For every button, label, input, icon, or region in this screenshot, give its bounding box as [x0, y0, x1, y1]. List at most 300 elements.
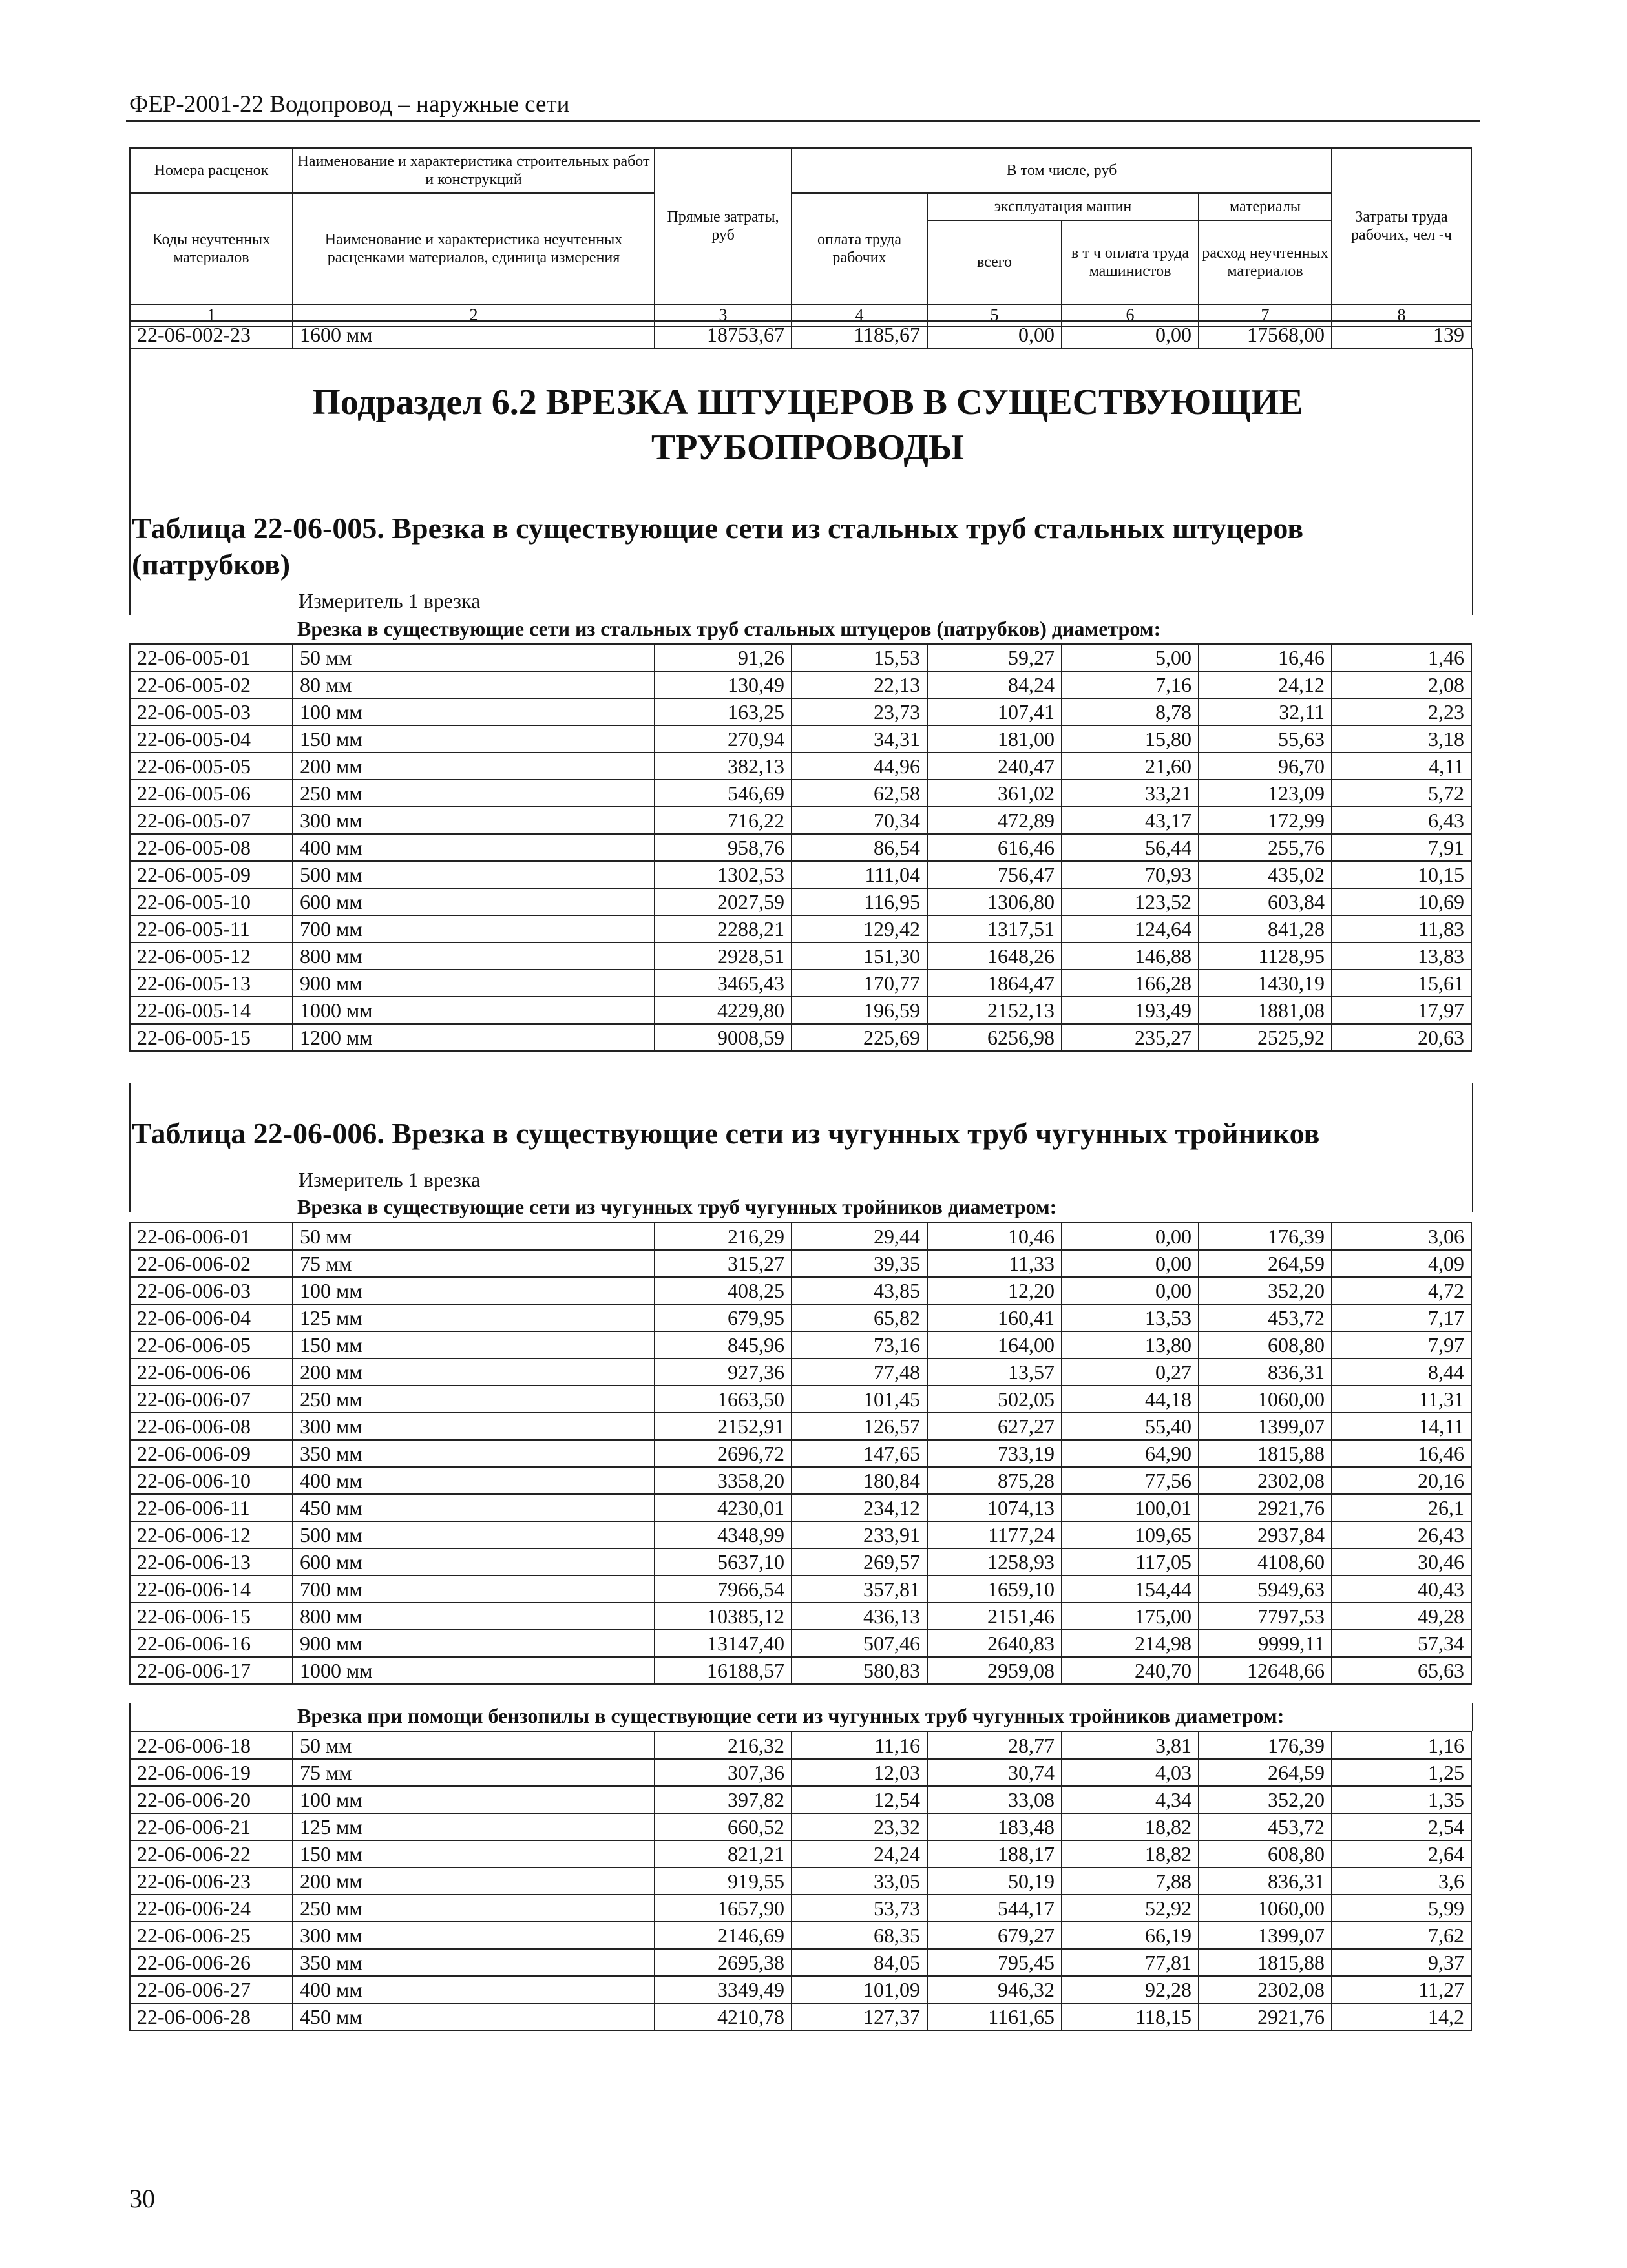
rate-code-cell: 22-06-005-05 [130, 753, 293, 780]
value-cell: 9999,11 [1199, 1630, 1332, 1657]
value-cell: 29,44 [792, 1223, 927, 1250]
value-cell: 170,77 [792, 970, 927, 997]
value-cell: 3349,49 [655, 1976, 792, 2003]
column-number: 5 [927, 304, 1062, 326]
value-cell: 0,00 [1062, 1277, 1199, 1304]
value-cell: 616,46 [927, 834, 1062, 861]
value-cell: 679,95 [655, 1304, 792, 1331]
value-cell: 1306,80 [927, 888, 1062, 915]
value-cell: 151,30 [792, 942, 927, 970]
value-cell: 1060,00 [1199, 1386, 1332, 1413]
table-006-group-heading-2: Врезка при помощи бензопилы в существующие сети из чугунных труб чугунных тройников диаметром: [297, 1704, 1285, 1727]
value-cell: 91,26 [655, 644, 792, 671]
rate-code-cell: 22-06-006-08 [130, 1413, 293, 1440]
value-cell: 1,35 [1332, 1786, 1471, 1813]
value-cell: 235,27 [1062, 1024, 1199, 1051]
page-header: ФЕР-2001-22 Водопровод – наружные сети [129, 91, 570, 118]
value-cell: 756,47 [927, 861, 1062, 888]
value-cell: 2288,21 [655, 915, 792, 942]
page-number: 30 [129, 2184, 155, 2213]
table-005-unit: Измеритель 1 врезка [299, 589, 481, 612]
value-cell: 101,09 [792, 1976, 927, 2003]
table-row [130, 1630, 1471, 1657]
value-cell: 1,25 [1332, 1759, 1471, 1786]
diameter-cell: 250 мм [293, 1386, 655, 1413]
value-cell: 84,24 [927, 671, 1062, 698]
value-cell: 70,34 [792, 807, 927, 834]
rate-code-cell: 22-06-006-06 [130, 1358, 293, 1386]
value-cell: 22,13 [792, 671, 927, 698]
value-cell: 11,16 [792, 1732, 927, 1759]
value-cell: 33,08 [927, 1786, 1062, 1813]
value-cell: 49,28 [1332, 1603, 1471, 1630]
diameter-cell: 300 мм [293, 807, 655, 834]
value-cell: 7,97 [1332, 1331, 1471, 1358]
value-cell: 101,45 [792, 1386, 927, 1413]
value-cell: 56,44 [1062, 834, 1199, 861]
value-cell: 43,85 [792, 1277, 927, 1304]
value-cell: 821,21 [655, 1840, 792, 1867]
value-cell: 255,76 [1199, 834, 1332, 861]
diameter-cell: 900 мм [293, 1630, 655, 1657]
rate-code-cell: 22-06-006-25 [130, 1922, 293, 1949]
table-row [130, 1331, 1471, 1358]
table-row [130, 1603, 1471, 1630]
value-cell: 43,17 [1062, 807, 1199, 834]
rate-code-cell: 22-06-006-02 [130, 1250, 293, 1277]
rate-code-cell: 22-06-006-28 [130, 2003, 293, 2030]
table-row [130, 1304, 1471, 1331]
value-cell: 357,81 [792, 1576, 927, 1603]
value-cell: 875,28 [927, 1467, 1062, 1494]
value-cell: 4229,80 [655, 997, 792, 1024]
value-cell: 65,63 [1332, 1657, 1471, 1684]
value-cell: 2146,69 [655, 1922, 792, 1949]
value-cell: 1659,10 [927, 1576, 1062, 1603]
table-row [130, 997, 1471, 1024]
value-cell: 2921,76 [1199, 2003, 1332, 2030]
rate-code-cell: 22-06-006-12 [130, 1521, 293, 1548]
value-cell: 32,11 [1199, 698, 1332, 725]
value-cell: 2928,51 [655, 942, 792, 970]
rate-code-cell: 22-06-006-01 [130, 1223, 293, 1250]
value-cell: 111,04 [792, 861, 927, 888]
value-cell: 65,82 [792, 1304, 927, 1331]
value-cell: 24,12 [1199, 671, 1332, 698]
value-cell: 1128,95 [1199, 942, 1332, 970]
value-cell: 608,80 [1199, 1331, 1332, 1358]
value-cell: 59,27 [927, 644, 1062, 671]
table-row [130, 1813, 1471, 1840]
value-cell: 845,96 [655, 1331, 792, 1358]
value-cell: 77,48 [792, 1358, 927, 1386]
diameter-cell: 1200 мм [293, 1024, 655, 1051]
value-cell: 13147,40 [655, 1630, 792, 1657]
value-cell: 1864,47 [927, 970, 1062, 997]
column-number: 2 [293, 304, 655, 326]
value-cell: 181,00 [927, 725, 1062, 753]
value-cell: 17568,00 [1199, 321, 1332, 348]
header-work-name: Наименование и характеристика строительных работ и конструкций [293, 148, 655, 193]
value-cell: 12,20 [927, 1277, 1062, 1304]
value-cell: 18753,67 [655, 321, 792, 348]
table-row [130, 1467, 1471, 1494]
value-cell: 126,57 [792, 1413, 927, 1440]
rate-code-cell: 22-06-006-10 [130, 1467, 293, 1494]
value-cell: 166,28 [1062, 970, 1199, 997]
table-row [130, 1759, 1471, 1786]
value-cell: 44,96 [792, 753, 927, 780]
value-cell: 7,91 [1332, 834, 1471, 861]
value-cell: 154,44 [1062, 1576, 1199, 1603]
value-cell: 30,46 [1332, 1548, 1471, 1576]
value-cell: 55,63 [1199, 725, 1332, 753]
header-rule [126, 120, 1480, 122]
table-006-unit: Измеритель 1 врезка [299, 1168, 481, 1191]
table-row [130, 1024, 1471, 1051]
value-cell: 13,80 [1062, 1331, 1199, 1358]
value-cell: 23,32 [792, 1813, 927, 1840]
value-cell: 5,99 [1332, 1895, 1471, 1922]
value-cell: 233,91 [792, 1521, 927, 1548]
value-cell: 20,63 [1332, 1024, 1471, 1051]
value-cell: 164,00 [927, 1331, 1062, 1358]
diameter-cell: 400 мм [293, 834, 655, 861]
diameter-cell: 400 мм [293, 1467, 655, 1494]
value-cell: 1399,07 [1199, 1922, 1332, 1949]
value-cell: 84,05 [792, 1949, 927, 1976]
diameter-cell: 350 мм [293, 1949, 655, 1976]
rate-code-cell: 22-06-006-03 [130, 1277, 293, 1304]
diameter-cell: 700 мм [293, 915, 655, 942]
rate-code-cell: 22-06-005-08 [130, 834, 293, 861]
value-cell: 1648,26 [927, 942, 1062, 970]
value-cell: 10,15 [1332, 861, 1471, 888]
value-cell: 2696,72 [655, 1440, 792, 1467]
table-row [130, 1223, 1471, 1250]
table-row [130, 1277, 1471, 1304]
value-cell: 6,43 [1332, 807, 1471, 834]
value-cell: 472,89 [927, 807, 1062, 834]
value-cell: 16,46 [1332, 1440, 1471, 1467]
value-cell: 146,88 [1062, 942, 1199, 970]
table-row [130, 1576, 1471, 1603]
value-cell: 546,69 [655, 780, 792, 807]
diameter-cell: 300 мм [293, 1922, 655, 1949]
rate-code-cell: 22-06-005-14 [130, 997, 293, 1024]
value-cell: 7,16 [1062, 671, 1199, 698]
carried-over-row-table [129, 320, 1472, 349]
header-direct-costs: Прямые затраты, руб [655, 148, 792, 304]
value-cell: 3358,20 [655, 1467, 792, 1494]
table-row [130, 671, 1471, 698]
header-machines-total: всего [927, 220, 1062, 304]
table-row [130, 1786, 1471, 1813]
value-cell: 264,59 [1199, 1250, 1332, 1277]
rate-code-cell: 22-06-005-11 [130, 915, 293, 942]
rate-code-cell: 22-06-006-24 [130, 1895, 293, 1922]
value-cell: 2151,46 [927, 1603, 1062, 1630]
diameter-cell: 75 мм [293, 1250, 655, 1277]
table-row [130, 1867, 1471, 1895]
header-including: В том числе, руб [792, 148, 1332, 193]
value-cell: 139 [1332, 321, 1471, 348]
table-row [130, 1250, 1471, 1277]
value-cell: 5949,63 [1199, 1576, 1332, 1603]
value-cell: 919,55 [655, 1867, 792, 1895]
value-cell: 453,72 [1199, 1304, 1332, 1331]
value-cell: 44,18 [1062, 1386, 1199, 1413]
value-cell: 2959,08 [927, 1657, 1062, 1684]
value-cell: 12,03 [792, 1759, 927, 1786]
value-cell: 12648,66 [1199, 1657, 1332, 1684]
value-cell: 408,25 [655, 1277, 792, 1304]
column-number: 7 [1199, 304, 1332, 326]
table-row [130, 970, 1471, 997]
value-cell: 163,25 [655, 698, 792, 725]
value-cell: 1657,90 [655, 1895, 792, 1922]
column-number: 1 [130, 304, 293, 326]
rate-code-cell: 22-06-006-16 [130, 1630, 293, 1657]
rate-code-cell: 22-06-006-13 [130, 1548, 293, 1576]
value-cell: 183,48 [927, 1813, 1062, 1840]
value-cell: 2937,84 [1199, 1521, 1332, 1548]
value-cell: 2695,38 [655, 1949, 792, 1976]
value-cell: 0,00 [1062, 321, 1199, 348]
diameter-cell: 500 мм [293, 1521, 655, 1548]
table-006-part-2 [129, 1731, 1472, 2031]
value-cell: 130,49 [655, 671, 792, 698]
value-cell: 15,80 [1062, 725, 1199, 753]
value-cell: 1881,08 [1199, 997, 1332, 1024]
value-cell: 5,72 [1332, 780, 1471, 807]
value-cell: 8,78 [1062, 698, 1199, 725]
diameter-cell: 1000 мм [293, 997, 655, 1024]
value-cell: 4108,60 [1199, 1548, 1332, 1576]
value-cell: 958,76 [655, 834, 792, 861]
table-006-group-heading-1: Врезка в существующие сети из чугунных труб чугунных тройников диаметром: [297, 1195, 1057, 1218]
value-cell: 2152,13 [927, 997, 1062, 1024]
diameter-cell: 250 мм [293, 780, 655, 807]
value-cell: 269,57 [792, 1548, 927, 1576]
value-cell: 11,83 [1332, 915, 1471, 942]
value-cell: 836,31 [1199, 1358, 1332, 1386]
value-cell: 13,53 [1062, 1304, 1199, 1331]
diameter-cell: 200 мм [293, 1867, 655, 1895]
rate-code-cell: 22-06-006-26 [130, 1949, 293, 1976]
column-number: 4 [792, 304, 927, 326]
value-cell: 57,34 [1332, 1630, 1471, 1657]
rate-code-cell: 22-06-006-20 [130, 1786, 293, 1813]
table-row [130, 1840, 1471, 1867]
value-cell: 7,62 [1332, 1922, 1471, 1949]
value-cell: 679,27 [927, 1922, 1062, 1949]
value-cell: 73,16 [792, 1331, 927, 1358]
value-cell: 124,64 [1062, 915, 1199, 942]
value-cell: 12,54 [792, 1786, 927, 1813]
value-cell: 172,99 [1199, 807, 1332, 834]
diameter-cell: 125 мм [293, 1304, 655, 1331]
table-row [130, 2003, 1471, 2030]
value-cell: 5637,10 [655, 1548, 792, 1576]
value-cell: 118,15 [1062, 2003, 1199, 2030]
rate-code-cell: 22-06-006-27 [130, 1976, 293, 2003]
value-cell: 116,95 [792, 888, 927, 915]
value-cell: 14,2 [1332, 2003, 1471, 2030]
value-cell: 176,39 [1199, 1732, 1332, 1759]
value-cell: 123,52 [1062, 888, 1199, 915]
value-cell: 436,13 [792, 1603, 927, 1630]
diameter-cell: 125 мм [293, 1813, 655, 1840]
value-cell: 64,90 [1062, 1440, 1199, 1467]
value-cell: 11,27 [1332, 1976, 1471, 2003]
diameter-cell: 50 мм [293, 644, 655, 671]
table-row [130, 807, 1471, 834]
value-cell: 264,59 [1199, 1759, 1332, 1786]
value-cell: 7,88 [1062, 1867, 1199, 1895]
rate-code-cell: 22-06-005-15 [130, 1024, 293, 1051]
value-cell: 733,19 [927, 1440, 1062, 1467]
diameter-cell: 100 мм [293, 698, 655, 725]
rate-code-cell: 22-06-005-02 [130, 671, 293, 698]
value-cell: 18,82 [1062, 1840, 1199, 1867]
value-cell: 14,11 [1332, 1413, 1471, 1440]
value-cell: 176,39 [1199, 1223, 1332, 1250]
table-row [130, 1413, 1471, 1440]
diameter-cell: 50 мм [293, 1223, 655, 1250]
value-cell: 240,70 [1062, 1657, 1199, 1684]
value-cell: 2,08 [1332, 671, 1471, 698]
value-cell: 1177,24 [927, 1521, 1062, 1548]
value-cell: 10,69 [1332, 888, 1471, 915]
value-cell: 4,03 [1062, 1759, 1199, 1786]
value-cell: 196,59 [792, 997, 927, 1024]
value-cell: 53,73 [792, 1895, 927, 1922]
rate-code-cell: 22-06-006-17 [130, 1657, 293, 1684]
value-cell: 716,22 [655, 807, 792, 834]
value-cell: 216,32 [655, 1732, 792, 1759]
value-cell: 70,93 [1062, 861, 1199, 888]
value-cell: 5,00 [1062, 644, 1199, 671]
value-cell: 129,42 [792, 915, 927, 942]
value-cell: 68,35 [792, 1922, 927, 1949]
table-row [130, 834, 1471, 861]
rate-code-cell: 22-06-005-01 [130, 644, 293, 671]
diameter-cell: 100 мм [293, 1786, 655, 1813]
value-cell: 33,05 [792, 1867, 927, 1895]
rate-code-cell: 22-06-005-06 [130, 780, 293, 807]
rate-code-cell: 22-06-005-04 [130, 725, 293, 753]
diameter-cell: 200 мм [293, 753, 655, 780]
value-cell: 66,19 [1062, 1922, 1199, 1949]
value-cell: 180,84 [792, 1467, 927, 1494]
value-cell: 544,17 [927, 1895, 1062, 1922]
table-row [130, 321, 1471, 348]
value-cell: 4,11 [1332, 753, 1471, 780]
value-cell: 836,31 [1199, 1867, 1332, 1895]
value-cell: 55,40 [1062, 1413, 1199, 1440]
column-number: 8 [1332, 304, 1471, 326]
value-cell: 1399,07 [1199, 1413, 1332, 1440]
value-cell: 160,41 [927, 1304, 1062, 1331]
rate-code-cell: 22-06-002-23 [130, 321, 293, 348]
table-row [130, 1548, 1471, 1576]
rate-code-cell: 22-06-006-23 [130, 1867, 293, 1895]
diameter-cell: 800 мм [293, 942, 655, 970]
value-cell: 13,83 [1332, 942, 1471, 970]
value-cell: 603,84 [1199, 888, 1332, 915]
value-cell: 77,81 [1062, 1949, 1199, 1976]
table-row [130, 942, 1471, 970]
value-cell: 1430,19 [1199, 970, 1332, 997]
header-machinist-pay: в т ч оплата труда машинистов [1062, 220, 1199, 304]
value-cell: 382,13 [655, 753, 792, 780]
table-005-title: Таблица 22-06-005. Врезка в существующие сети из стальных труб стальных штуцеров (патрубков) [132, 512, 1304, 581]
diameter-cell: 200 мм [293, 1358, 655, 1386]
table-row [130, 1521, 1471, 1548]
value-cell: 307,36 [655, 1759, 792, 1786]
value-cell: 3,06 [1332, 1223, 1471, 1250]
rate-code-cell: 22-06-006-09 [130, 1440, 293, 1467]
header-material-codes: Коды неучтенных материалов [130, 193, 293, 304]
value-cell: 1815,88 [1199, 1949, 1332, 1976]
rate-code-cell: 22-06-006-07 [130, 1386, 293, 1413]
rate-code-cell: 22-06-005-07 [130, 807, 293, 834]
value-cell: 10385,12 [655, 1603, 792, 1630]
value-cell: 1663,50 [655, 1386, 792, 1413]
value-cell: 4210,78 [655, 2003, 792, 2030]
table-row [130, 861, 1471, 888]
table-row [130, 915, 1471, 942]
diameter-cell: 600 мм [293, 888, 655, 915]
value-cell: 1258,93 [927, 1548, 1062, 1576]
value-cell: 92,28 [1062, 1976, 1199, 2003]
table-005 [129, 643, 1472, 1052]
value-cell: 123,09 [1199, 780, 1332, 807]
table-row [130, 1949, 1471, 1976]
table-row [130, 725, 1471, 753]
value-cell: 0,00 [927, 321, 1062, 348]
value-cell: 188,17 [927, 1840, 1062, 1867]
value-cell: 17,97 [1332, 997, 1471, 1024]
table-row [130, 1386, 1471, 1413]
value-cell: 4230,01 [655, 1494, 792, 1521]
rate-code-cell: 22-06-005-10 [130, 888, 293, 915]
value-cell: 608,80 [1199, 1840, 1332, 1867]
rate-code-cell: 22-06-006-04 [130, 1304, 293, 1331]
diameter-cell: 150 мм [293, 725, 655, 753]
value-cell: 16,46 [1199, 644, 1332, 671]
value-cell: 2027,59 [655, 888, 792, 915]
header-materials: материалы [1199, 193, 1332, 220]
value-cell: 26,43 [1332, 1521, 1471, 1548]
value-cell: 52,92 [1062, 1895, 1199, 1922]
value-cell: 16188,57 [655, 1657, 792, 1684]
table-row [130, 1657, 1471, 1684]
value-cell: 2525,92 [1199, 1024, 1332, 1051]
value-cell: 21,60 [1062, 753, 1199, 780]
value-cell: 8,44 [1332, 1358, 1471, 1386]
value-cell: 502,05 [927, 1386, 1062, 1413]
value-cell: 1161,65 [927, 2003, 1062, 2030]
value-cell: 453,72 [1199, 1813, 1332, 1840]
value-cell: 0,00 [1062, 1250, 1199, 1277]
table-006-part-1 [129, 1222, 1472, 1685]
value-cell: 361,02 [927, 780, 1062, 807]
value-cell: 4,09 [1332, 1250, 1471, 1277]
value-cell: 397,82 [655, 1786, 792, 1813]
diameter-cell: 600 мм [293, 1548, 655, 1576]
